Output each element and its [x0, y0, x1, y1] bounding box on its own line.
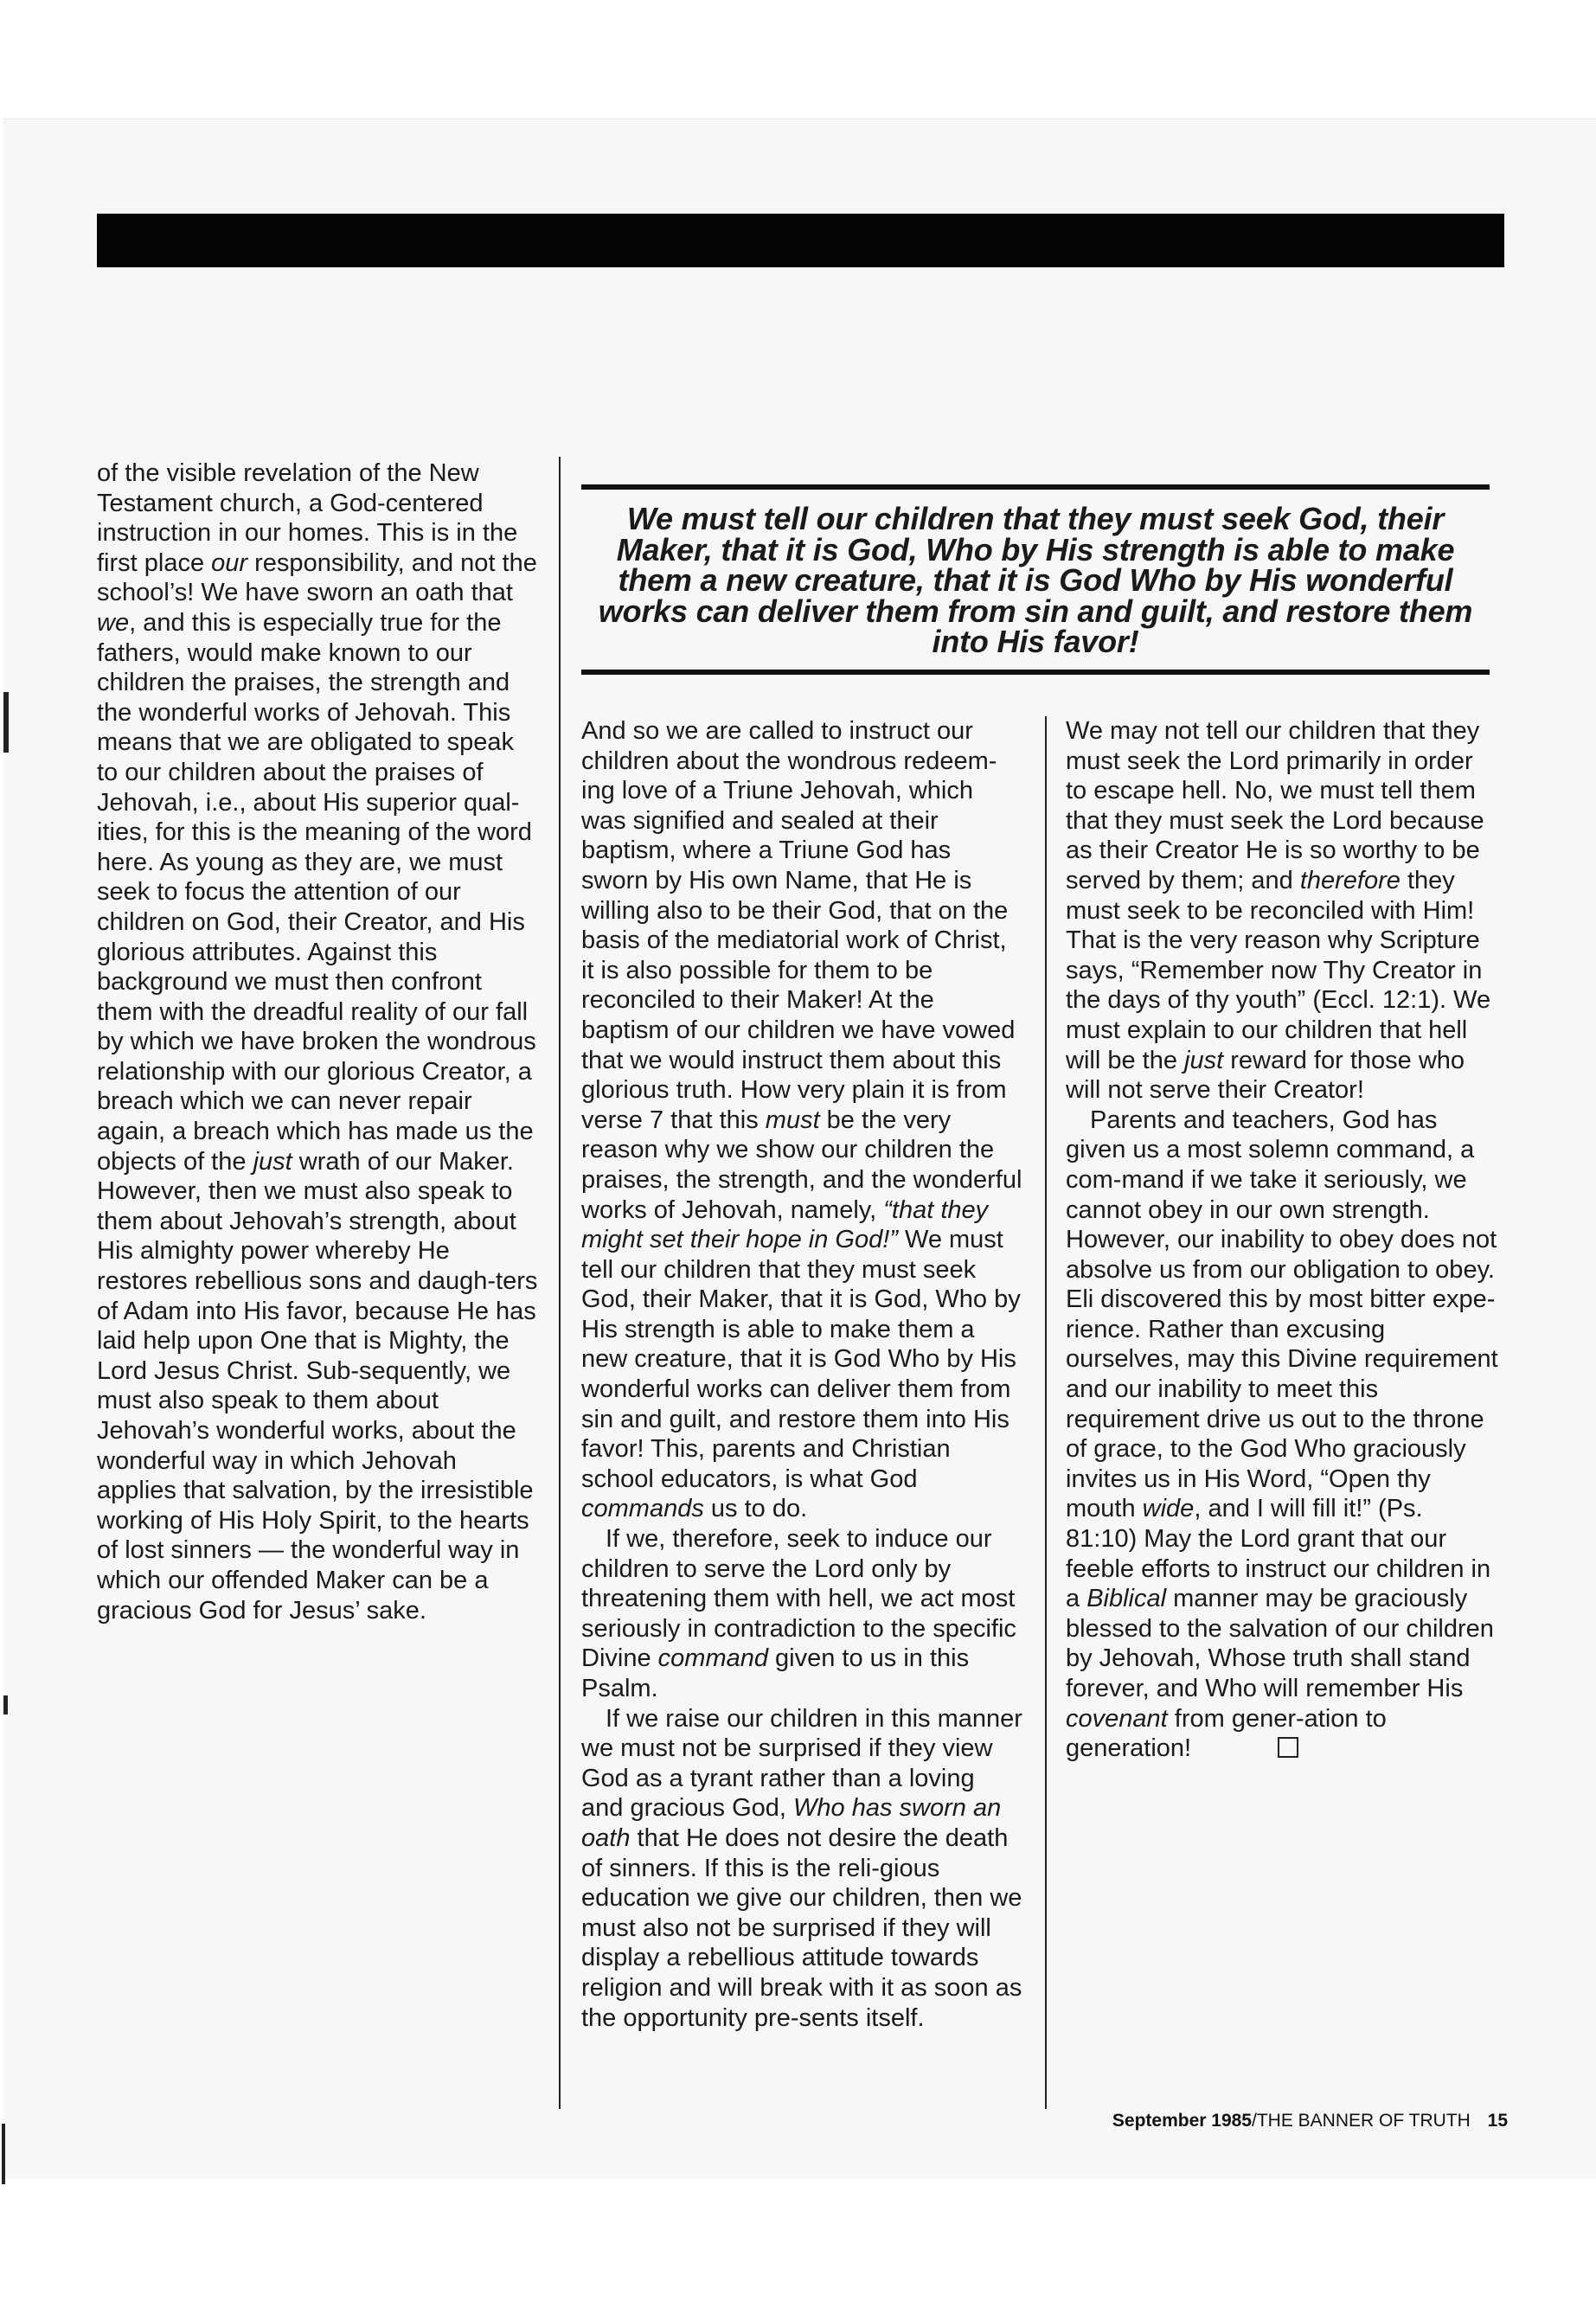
footer-publication: THE BANNER OF TRUTH [1256, 2111, 1471, 2131]
footer-page-number: 15 [1487, 2111, 1508, 2131]
column-rule-left [559, 457, 561, 2109]
header-bar [97, 214, 1504, 267]
footer-date: September 1985 [1112, 2111, 1252, 2131]
pull-quote [581, 484, 1490, 675]
paragraph: If we, therefore, seek to induce our children to serve the Lord only by threatening them with hell, we act most seriously in contradiction to the specific Divine command given to us in this Psalm. [581, 1525, 1016, 1702]
paragraph: We may not tell our children that they must seek the Lord primarily in order to escape hell. No, we must tell them that they must seek the Lord because as their Creator He is so worthy to be served by them; and therefore they must seek to be reconciled with Him! That is the very reason why Scripture says, “Remember now Thy Creator in the days of thy youth” (Eccl. 12:1). We must explain to our children that hell will be the just reward for those who will not serve their Creator! [1066, 717, 1491, 1105]
paragraph: of the visible revelation of the New Testament church, a God-centered instruction in our homes. This is in the first place our responsibility, and not the school’s! We have sworn an oath that we, and this is especially true for the fathers, would make known to our children the praises, the strength and the wonderful works of Jehovah. This means that we are obligated to speak to our children about the praises of Jehovah, i.e., about His superior qual-ities, for this is the meaning of the word here. As young as they are, we must seek to focus the attention of our children on God, their Creator, and His glorious attributes. Against this background we must then confront them with the dreadful reality of our fall by which we have broken the wondrous relationship with our glorious Creator, a breach which we can never repair again, a breach which has made us the objects of the just wrath of our Maker. However, then we must also speak to them about Jehovah’s strength, about His almighty power whereby He restores rebellious sons and daugh-ters of Adam into His favor, because He has laid help upon One that is Mighty, the Lord Jesus Christ. Sub-sequently, we must also speak to them about Jehovah’s wonderful works, about the wonderful way in which Jehovah applies that salvation, by the irresistible working of His Holy Spirit, to the hearts of lost sinners — the wonderful way in which our offended Maker can be a gracious God for Jesus’ sake. [97, 459, 538, 1625]
scan-edge-mark [2, 2124, 5, 2184]
pull-quote-text: We must tell our children that they must seek God, their Maker, that it is God, Who by His strength is able to make them a new creature, that it is God Who by His wonderful works can deliver them from sin and guilt, and restore them into His favor! [598, 501, 1473, 659]
scan-edge-mark [3, 1695, 8, 1715]
paragraph: Parents and teachers, God has given us a most solemn command, a com-mand if we take it seriously, we cannot obey in our own strength. However, our inability to obey does not absolve us from our obligation to obey. Eli discovered this by most bitter expe-rience. Rather than excusing ourselves, may this Divine requirement and our inability to meet this requirement drive us out to the throne of grace, to the God Who graciously invites us in His Word, “Open thy mouth wide, and I will fill it!” (Ps. 81:10) May the Lord grant that our feeble efforts to instruct our children in a Biblical manner may be graciously blessed to the salvation of our children by Jehovah, Whose truth shall stand forever, and Who will remember His covenant from gener-ation to generation! [1066, 1106, 1498, 1763]
article-column-2 [581, 716, 1022, 2033]
paragraph: And so we are called to instruct our children about the wondrous redeem-ing love of a Triune Jehovah, which was signified and sealed at their baptism, where a Triune God has sworn by His own Name, that He is willing also to be their God, that on the basis of the mediatorial work of Christ, it is also possible for them to be reconciled to their Maker! At the baptism of our children we have vowed that we would instruct them about this glorious truth. How very plain it is from verse 7 that this must be the very reason why we show our children the praises, the strength, and the wonderful works of Jehovah, namely, “that they might set their hope in God!” We must tell our children that they must seek God, their Maker, that it is God, Who by His strength is able to make them a new creature, that it is God Who by His wonderful works can deliver them from sin and guilt, and restore them into His favor! This, parents and Christian school educators, is what God commands us to do. [581, 717, 1022, 1523]
scan-edge-mark [3, 692, 9, 753]
column-rule-right [1045, 716, 1047, 2109]
end-mark-icon [1278, 1737, 1298, 1758]
article-column-3 [1066, 716, 1498, 1764]
article-column-1 [97, 458, 538, 1625]
paragraph: If we raise our children in this manner we must not be surprised if they view God as a tyrant rather than a loving and gracious God, Who has sworn an oath that He does not desire the death of sinners. If this is the reli-gious education we give our children, then we must also not be surprised if they will display a rebellious attitude towards religion and will break with it as soon as the opportunity pre-sents itself. [581, 1704, 1022, 2032]
footer-separator: / [1251, 2111, 1257, 2131]
page-footer [1112, 2111, 1508, 2131]
